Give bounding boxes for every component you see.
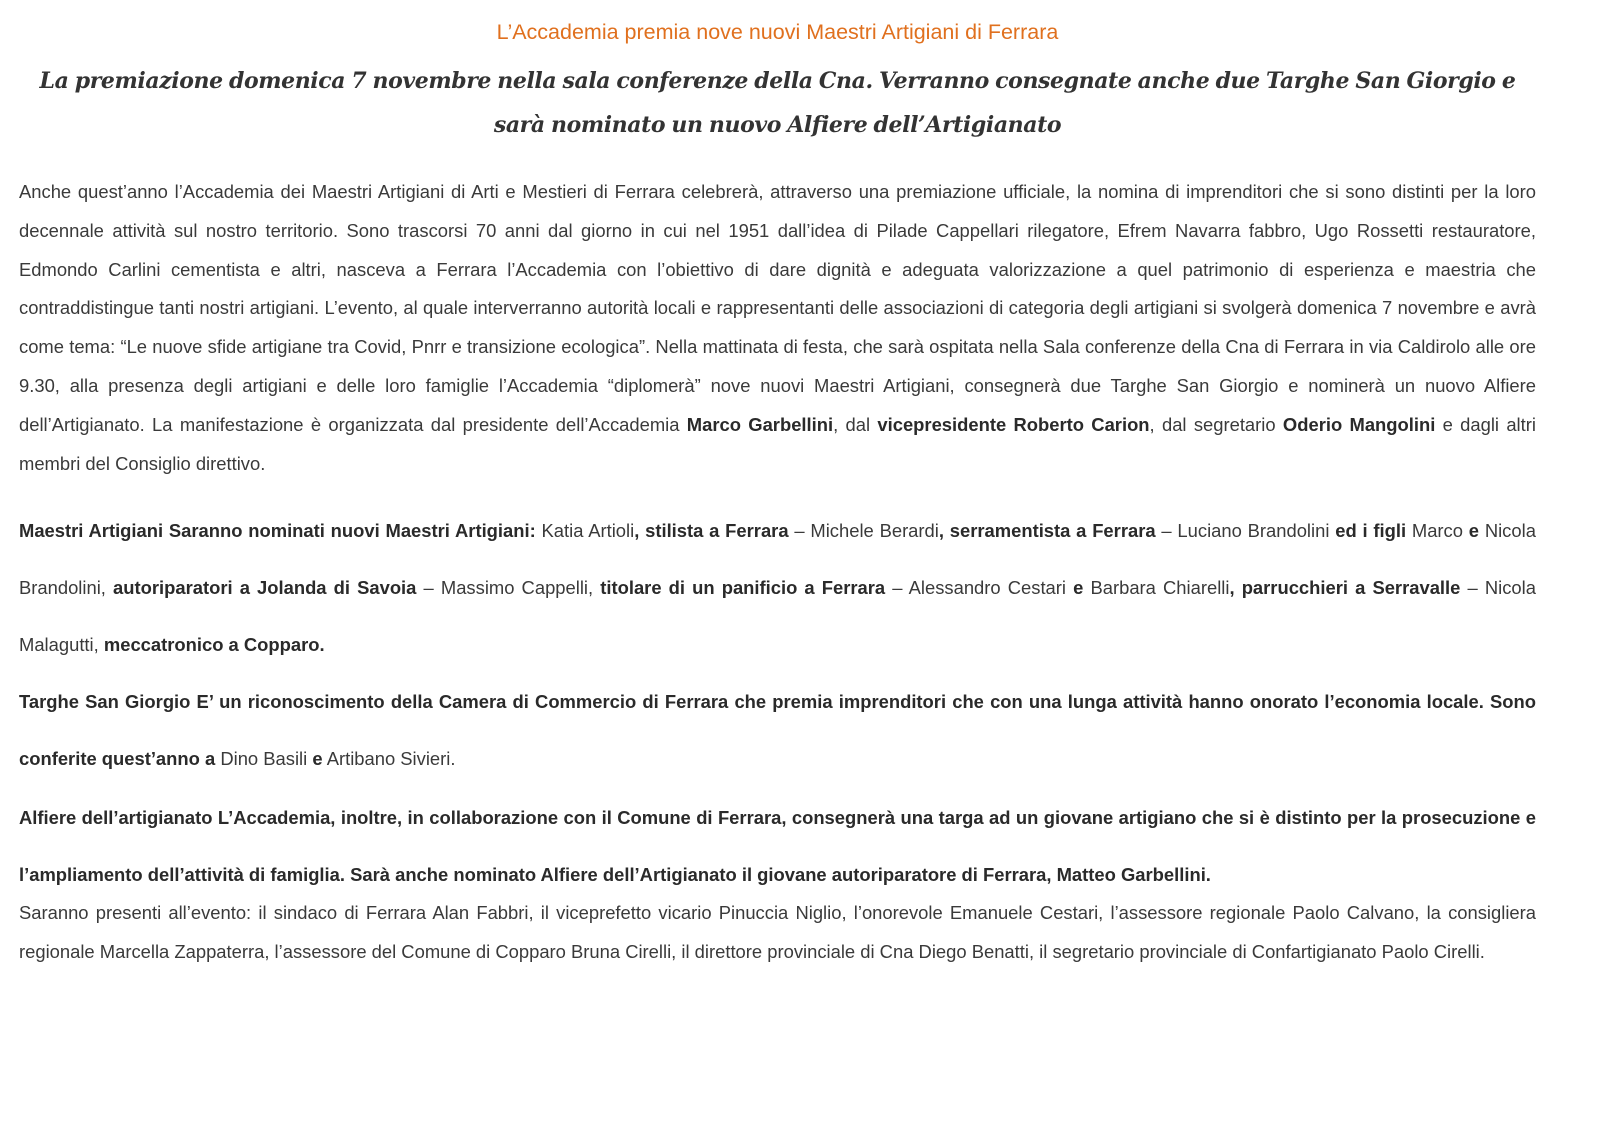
makers-paragraph [19, 502, 1536, 673]
targhe-paragraph [19, 673, 1536, 787]
maker-role: , parrucchieri a Serravalle [1229, 577, 1461, 599]
separator: – [1161, 520, 1172, 542]
maker-name: Nicola Brandolini, [19, 520, 1536, 599]
separator: – [423, 577, 434, 599]
conjunction: e [1073, 577, 1084, 599]
maker-role: autoriparatori a Jolanda di Savoia [113, 577, 417, 599]
intro-text: Anche quest’anno l’Accademia dei Maestri Artigiani di Arti e Mestieri di Ferrara celebrerà, attraverso una premiazione ufficiale, la nomina di imprenditori che si sono distinti per la loro decennale attività sul nostro territorio. Sono trascorsi 70 anni dal giorno in cui nel 1951 dall’idea di Pilade Cappellari rilegatore, Efrem Navarra fabbro, Ugo Rossetti restauratore, Edmondo Carlini cementista e altri, nasceva a Ferrara l’Accademia con l’obiettivo di dare dignità e adeguata valorizzazione a quel patrimonio di esperienza e maestria che contraddistingue tanti nostri artigiani. L’evento, al quale interverranno autorità locali e rappresentanti delle associazioni di categoria degli artigiani si svolgerà domenica 7 novembre e avrà come tema: “Le nuove sfide artigiane tra Covid, Pnrr e transizione ecologica”. Nella mattinata di festa, che sarà ospitata nella Sala conferenze della Cna di Ferrara in via Caldirolo alle ore 9.30, alla presenza degli artigiani e delle loro famiglie l’Accademia “diplomerà” nove nuovi Maestri Artigiani, consegnerà due Targhe San Giorgio e nominerà un nuovo Alfiere dell’Artigianato. La manifestazione è organizzata dal presidente dell’Accademia [19, 181, 1536, 435]
maker-name: Katia Artioli [541, 520, 635, 542]
maker-name: Luciano Brandolini [1177, 520, 1330, 542]
conjunction: e [1468, 520, 1480, 542]
secretary-name: Oderio Mangolini [1282, 413, 1436, 435]
article-subtitle: La premiazione domenica 7 novembre nella sala conferenze della Cna. Verranno consegnate anche due Targhe San Giorgio e sarà nominato un nuovo Alfiere dell’Artigianato [39, 68, 1516, 138]
recipient-name: Dino Basili [220, 748, 308, 770]
maker-name: Michele Berardi [810, 520, 939, 542]
maker-name: Massimo Cappelli, [440, 577, 594, 599]
separator: – [794, 520, 805, 542]
article-title: L’Accademia premia nove nuovi Maestri Artigiani di Ferrara [496, 20, 1059, 44]
maker-name: Alessandro Cestari [908, 577, 1066, 599]
vicepresident-name: vicepresidente Roberto Carion [877, 413, 1150, 435]
targhe-heading: Targhe San Giorgio E’ un riconoscimento della Camera di Commercio di Ferrara che premia imprenditori che con una lunga attività hanno onorato l’economia locale. Sono conferite quest’anno a [19, 691, 1536, 770]
intro-text-4: e dagli altri membri del Consiglio direttivo. [19, 413, 1536, 474]
maker-role: meccatronico a Copparo. [103, 634, 325, 656]
separator: – [1467, 577, 1478, 599]
article [19, 0, 1536, 972]
maker-role: , stilista a Ferrara [634, 520, 789, 542]
makers-heading: Maestri Artigiani Saranno nominati nuovi Maestri Artigiani: [19, 520, 536, 542]
conjunction: e [312, 748, 323, 770]
maker-name: Barbara Chiarelli [1090, 577, 1230, 599]
attendees-paragraph: Saranno presenti all’evento: il sindaco di Ferrara Alan Fabbri, il viceprefetto vicario Pinuccia Niglio, l’onorevole Emanuele Cestari, l’assessore regionale Paolo Calvano, la consigliera regionale Marcella Zappaterra, l’assessore del Comune di Copparo Bruna Cirelli, il direttore provinciale di Cna Diego Benatti, il segretario provinciale di Confartigianato Paolo Cirelli. [19, 902, 1536, 962]
president-name: Marco Garbellini [686, 413, 834, 435]
intro-paragraph [19, 173, 1536, 483]
maker-role: ed i figli [1335, 520, 1407, 542]
maker-role: titolare di un panificio a Ferrara [600, 577, 886, 599]
intro-text-2: , dal [833, 413, 871, 435]
separator: – [892, 577, 903, 599]
recipient-name: Artibano Sivieri. [326, 748, 456, 770]
maker-name: Marco [1411, 520, 1463, 542]
maker-role: , serramentista a Ferrara [938, 520, 1156, 542]
alfiere-text: Alfiere dell’artigianato L’Accademia, inoltre, in collaborazione con il Comune di Ferrara, consegnerà una targa ad un giovane artigiano che si è distinto per la prosecuzione e l’ampliamento dell’attività di famiglia. Sarà anche nominato Alfiere dell’Artigianato il giovane autoriparatore di Ferrara, Matteo Garbellini. [19, 807, 1536, 886]
maker-name: Nicola Malagutti, [19, 577, 1536, 656]
alfiere-paragraph [19, 789, 1536, 903]
intro-text-3: , dal segretario [1149, 413, 1276, 435]
